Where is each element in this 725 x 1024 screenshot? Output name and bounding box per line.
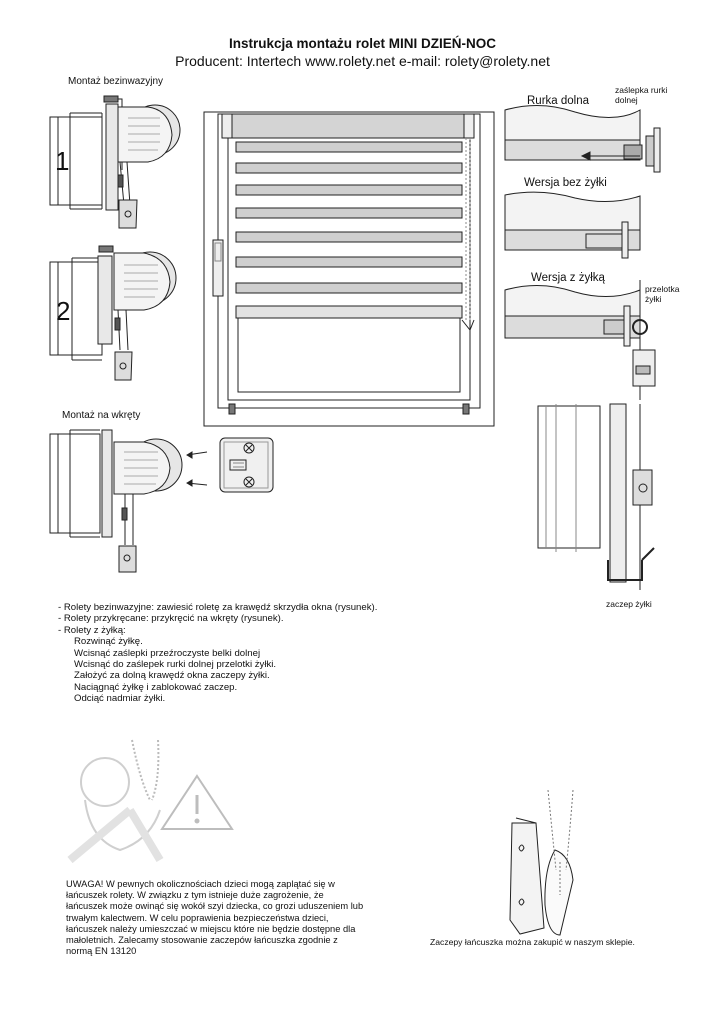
bottom-tube-end-cap-figure: [505, 105, 660, 172]
window-drawing: [204, 112, 494, 426]
figure-1-no-drill-mount: [50, 96, 180, 228]
mount-no-drill-label: Montaż bezinwazyjny: [68, 76, 164, 87]
instruction-line: Założyć za dolną krawędź okna zaczepy żyłki.: [58, 670, 270, 682]
bottom-tube-label: Rurka dolna: [527, 95, 590, 107]
instruction-line: - Rolety przykręcane: przykręcić na wkręty (rysunek).: [58, 613, 284, 625]
chain-holder-illustration: [510, 790, 573, 935]
page-title: Instrukcja montażu rolet MINI DZIEŃ-NOC: [228, 36, 497, 51]
step-1-number: 1: [55, 146, 70, 176]
line-clip-label: zaczep żyłki: [606, 599, 652, 609]
instructions-list: [58, 602, 377, 705]
instruction-line: Wcisnąć zaślepki przeźroczyste belki dolnej: [58, 647, 261, 659]
end-cap-label: zaślepka rurki dolnej: [615, 85, 668, 105]
instruction-line: Wcisnąć do zaślepek rurki dolnej przelotki żyłki.: [58, 659, 277, 671]
no-line-version-figure: [505, 192, 640, 258]
instruction-line: Odciąć nadmiar żyłki.: [58, 693, 166, 705]
line-clip-figure: [538, 404, 654, 590]
warning-triangle-icon: [162, 776, 232, 829]
child-safety-warning: UWAGA! W pewnych okolicznościach dzieci mogą zaplątać się w łańcuszek rolety. W związku z tym istnieje duże zagrożenie, że łańcuszek może owinąć się wokół szyi dziecka, co grozi uduszeniem lub trwałym kalectwem. W celu poprawienia bezpieczeństwa dzieci, łańcuszek należy umieszczać w miejscu które nie będzie dostępne dla małoletnich. Zalecamy stosowanie zaczepów łańcuszka zgodnie z normą EN 13120: [66, 879, 364, 957]
instruction-line: - Rolety bezinwazyjne: zawiesić roletę za krawędź skrzydła okna (rysunek).: [58, 602, 378, 613]
no-line-version-label: Wersja bez żyłki: [524, 177, 607, 189]
line-guide-label: przelotka żyłki: [645, 284, 680, 304]
with-line-version-label: Wersja z żyłką: [531, 272, 605, 284]
with-line-version-figure: [505, 280, 655, 400]
mount-screws-label: Montaż na wkręty: [62, 410, 141, 421]
figure-screws-mount: [50, 430, 273, 572]
instruction-line: Rozwinąć żyłkę.: [58, 636, 143, 648]
instruction-line: Naciągnąć żyłkę i zablokować zaczep.: [58, 681, 238, 693]
page-subtitle: Producent: Intertech www.rolety.net e-mail: rolety@rolety.net: [175, 53, 550, 69]
step-2-number: 2: [56, 296, 71, 326]
child-warning-illustration: [70, 740, 160, 860]
instruction-line: - Rolety z żyłką:: [58, 624, 126, 636]
shop-note: Zaczepy łańcuszka można zakupić w naszym sklepie.: [430, 937, 635, 947]
